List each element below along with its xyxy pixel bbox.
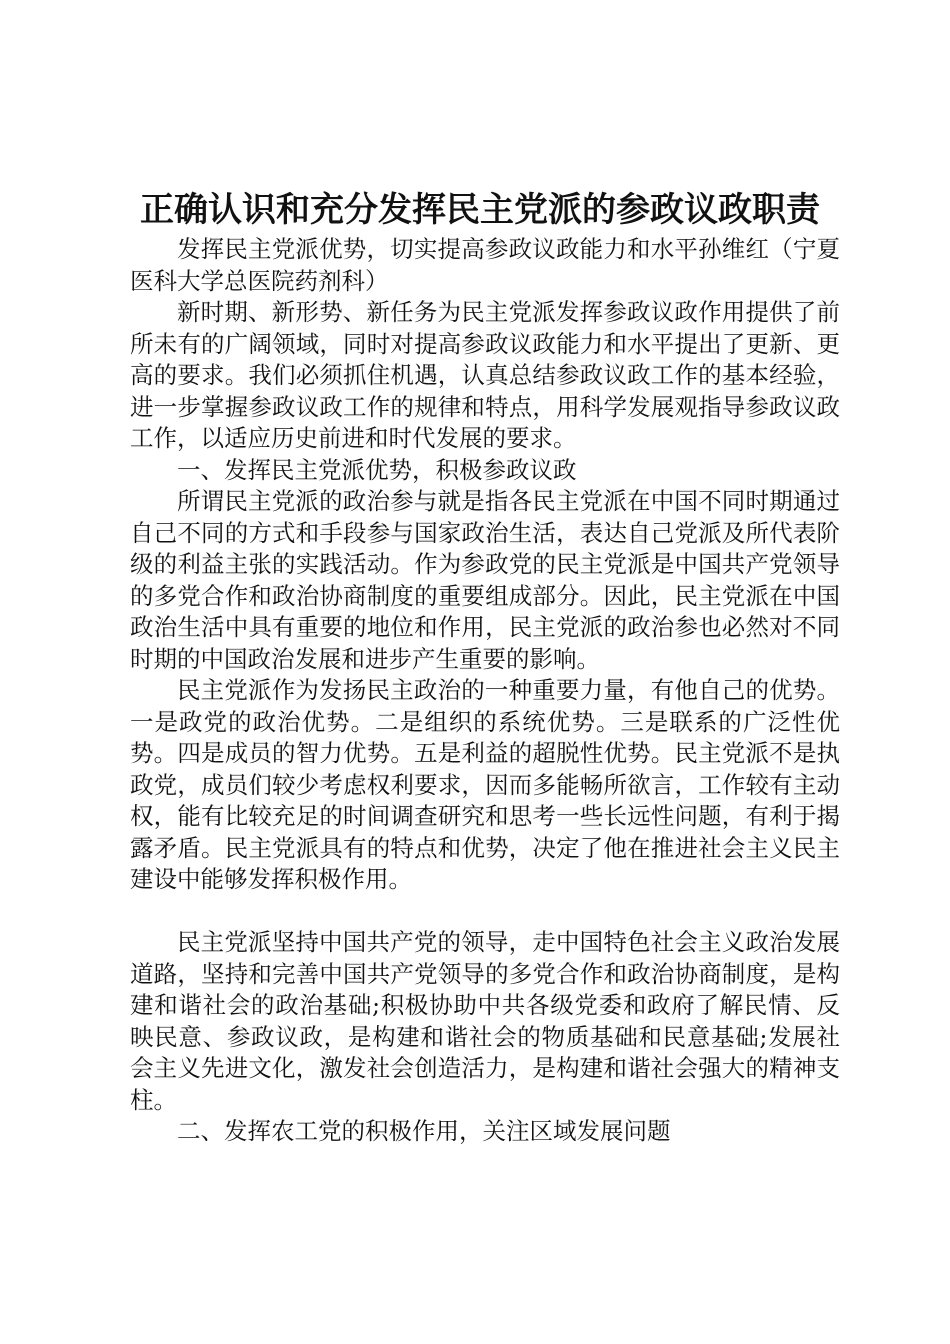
section-heading-2: 二、发挥农工党的积极作用，关注区域发展问题 <box>177 1117 671 1145</box>
document-page <box>130 186 840 1148</box>
body-paragraph-harmony: 民主党派坚持中国共产党的领导，走中国特色社会主义政治发展道路，坚持和完善中国共产党领导的多党合作和政治协商制度，是构建和谐社会的政治基础;积极协助中共各级党委和政府了解民情、反映民意、参政议政，是构建和谐社会的物质基础和民意基础;发展社会主义先进文化，激发社会创造活力，是构建和谐社会强大的精神支柱。 <box>130 928 840 1114</box>
body-paragraph-advantages: 民主党派作为发扬民主政治的一种重要力量，有他自己的优势。一是政党的政治优势。二是组织的系统优势。三是联系的广泛性优势。四是成员的智力优势。五是利益的超脱性优势。民主党派不是执政党，成员们较少考虑权利要求，因而多能畅所欲言，工作较有主动权，能有比较充足的时间调查研究和思考一些长远性问题，有利于揭露矛盾。民主党派具有的特点和优势，决定了他在推进社会主义民主建设中能够发挥积极作用。 <box>130 676 840 893</box>
body-paragraph-definition: 所谓民主党派的政治参与就是指各民主党派在中国不同时期通过自己不同的方式和手段参与国家政治生活，表达自己党派及所代表阶级的利益主张的实践活动。作为参政党的民主党派是中国共产党领导的多党合作和政治协商制度的重要组成部分。因此，民主党派在中国政治生活中具有重要的地位和作用，民主党派的政治参也必然对不同时期的中国政治发展和进步产生重要的影响。 <box>130 487 840 673</box>
document-title: 正确认识和充分发挥民主党派的参政议政职责 <box>140 190 820 230</box>
body-paragraph-intro: 新时期、新形势、新任务为民主党派发挥参政议政作用提供了前所未有的广阔领域，同时对提高参政议政能力和水平提出了更新、更高的要求。我们必须抓住机遇，认真总结参政议政工作的基本经验，进一步掌握参政议政工作的规律和特点，用科学发展观指导参政议政工作，以适应历史前进和时代发展的要求。 <box>130 298 840 452</box>
section-heading-1: 一、发挥民主党派优势，积极参政议政 <box>177 455 577 484</box>
subtitle-paragraph: 发挥民主党派优势，切实提高参政议政能力和水平孙维红（宁夏医科大学总医院药剂科） <box>130 235 840 295</box>
